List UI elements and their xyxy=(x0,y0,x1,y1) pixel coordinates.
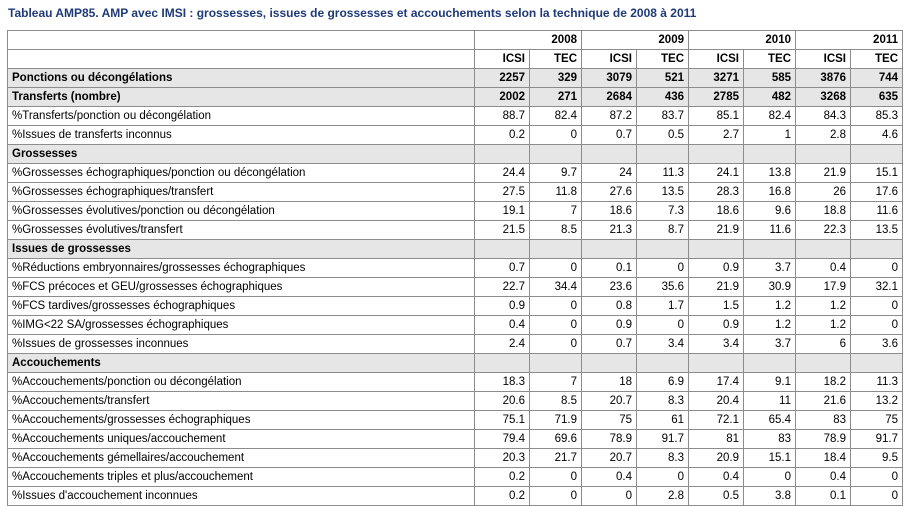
value-cell: 8.5 xyxy=(530,392,582,411)
table-row xyxy=(8,297,903,316)
table-row xyxy=(8,107,903,126)
value-cell: 0 xyxy=(851,468,903,487)
value-cell: 24.1 xyxy=(689,164,744,183)
value-cell: 3.4 xyxy=(689,335,744,354)
value-cell: 2002 xyxy=(475,88,530,107)
row-label: %Grossesses évolutives/transfert xyxy=(8,221,475,240)
value-cell: 3.7 xyxy=(744,259,796,278)
value-cell: 8.3 xyxy=(637,449,689,468)
value-cell: 7 xyxy=(530,373,582,392)
table-row xyxy=(8,183,903,202)
value-cell: 83 xyxy=(796,411,851,430)
value-cell: 11.8 xyxy=(530,183,582,202)
value-cell: 585 xyxy=(744,69,796,88)
value-cell: 21.9 xyxy=(689,221,744,240)
value-cell: 0 xyxy=(637,259,689,278)
empty-cell xyxy=(475,354,530,373)
table-title: Tableau AMP85. AMP avec IMSI : grossesses, issues de grossesses et accouchements selon la technique de 2008 à 2011 xyxy=(8,6,697,20)
value-cell: 3268 xyxy=(796,88,851,107)
table-row xyxy=(8,278,903,297)
value-cell: 482 xyxy=(744,88,796,107)
value-cell: 7.3 xyxy=(637,202,689,221)
technique-header: TEC xyxy=(530,50,582,69)
table-row xyxy=(8,69,903,88)
row-label: %Accouchements uniques/accouchement xyxy=(8,430,475,449)
empty-cell xyxy=(851,145,903,164)
row-label: %Grossesses évolutives/ponction ou décongélation xyxy=(8,202,475,221)
table-row xyxy=(8,335,903,354)
corner-cell xyxy=(8,50,475,69)
value-cell: 21.5 xyxy=(475,221,530,240)
value-cell: 75.1 xyxy=(475,411,530,430)
value-cell: 11.3 xyxy=(637,164,689,183)
row-label: %FCS tardives/grossesses échographiques xyxy=(8,297,475,316)
value-cell: 0 xyxy=(582,487,637,506)
value-cell: 0.7 xyxy=(475,259,530,278)
table-row xyxy=(8,259,903,278)
value-cell: 19.1 xyxy=(475,202,530,221)
value-cell: 8.7 xyxy=(637,221,689,240)
value-cell: 0 xyxy=(851,297,903,316)
value-cell: 83.7 xyxy=(637,107,689,126)
value-cell: 20.9 xyxy=(689,449,744,468)
empty-cell xyxy=(530,240,582,259)
value-cell: 0 xyxy=(637,316,689,335)
value-cell: 11.6 xyxy=(744,221,796,240)
value-cell: 0 xyxy=(851,487,903,506)
value-cell: 71.9 xyxy=(530,411,582,430)
value-cell: 11 xyxy=(744,392,796,411)
value-cell: 8.3 xyxy=(637,392,689,411)
technique-header: TEC xyxy=(637,50,689,69)
value-cell: 0 xyxy=(530,468,582,487)
value-cell: 0.4 xyxy=(796,259,851,278)
technique-header: ICSI xyxy=(582,50,637,69)
value-cell: 21.9 xyxy=(689,278,744,297)
value-cell: 0.2 xyxy=(475,126,530,145)
value-cell: 0 xyxy=(851,259,903,278)
value-cell: 2.7 xyxy=(689,126,744,145)
table-row xyxy=(8,487,903,506)
empty-cell xyxy=(582,240,637,259)
value-cell: 744 xyxy=(851,69,903,88)
value-cell: 32.1 xyxy=(851,278,903,297)
value-cell: 13.5 xyxy=(851,221,903,240)
value-cell: 16.8 xyxy=(744,183,796,202)
value-cell: 0.4 xyxy=(582,468,637,487)
table-row xyxy=(8,221,903,240)
value-cell: 26 xyxy=(796,183,851,202)
value-cell: 28.3 xyxy=(689,183,744,202)
value-cell: 4.6 xyxy=(851,126,903,145)
table-row xyxy=(8,468,903,487)
value-cell: 18.8 xyxy=(796,202,851,221)
value-cell: 9.5 xyxy=(851,449,903,468)
value-cell: 2.4 xyxy=(475,335,530,354)
value-cell: 3.4 xyxy=(637,335,689,354)
value-cell: 87.2 xyxy=(582,107,637,126)
value-cell: 1.5 xyxy=(689,297,744,316)
value-cell: 17.4 xyxy=(689,373,744,392)
data-table xyxy=(7,30,903,506)
technique-header-row xyxy=(8,50,903,69)
empty-cell xyxy=(637,145,689,164)
value-cell: 24 xyxy=(582,164,637,183)
value-cell: 1.7 xyxy=(637,297,689,316)
value-cell: 13.5 xyxy=(637,183,689,202)
value-cell: 0.4 xyxy=(475,316,530,335)
value-cell: 0 xyxy=(530,297,582,316)
value-cell: 6 xyxy=(796,335,851,354)
value-cell: 436 xyxy=(637,88,689,107)
empty-cell xyxy=(530,354,582,373)
row-label: %Issues de transferts inconnus xyxy=(8,126,475,145)
value-cell: 78.9 xyxy=(582,430,637,449)
value-cell: 85.1 xyxy=(689,107,744,126)
value-cell: 0 xyxy=(851,316,903,335)
value-cell: 0 xyxy=(744,468,796,487)
row-label: %IMG<22 SA/grossesses échographiques xyxy=(8,316,475,335)
value-cell: 2.8 xyxy=(796,126,851,145)
row-label: Ponctions ou décongélations xyxy=(8,69,475,88)
technique-header: ICSI xyxy=(796,50,851,69)
value-cell: 9.6 xyxy=(744,202,796,221)
empty-cell xyxy=(582,145,637,164)
value-cell: 61 xyxy=(637,411,689,430)
section-label: Grossesses xyxy=(8,145,475,164)
value-cell: 13.8 xyxy=(744,164,796,183)
value-cell: 0.9 xyxy=(689,316,744,335)
value-cell: 85.3 xyxy=(851,107,903,126)
year-header-row xyxy=(8,31,903,50)
value-cell: 30.9 xyxy=(744,278,796,297)
row-label: %Accouchements gémellaires/accouchement xyxy=(8,449,475,468)
year-header: 2010 xyxy=(689,31,796,50)
value-cell: 24.4 xyxy=(475,164,530,183)
empty-cell xyxy=(530,145,582,164)
value-cell: 81 xyxy=(689,430,744,449)
empty-cell xyxy=(744,354,796,373)
value-cell: 35.6 xyxy=(637,278,689,297)
row-label: %Grossesses échographiques/ponction ou décongélation xyxy=(8,164,475,183)
empty-cell xyxy=(689,354,744,373)
section-label: Issues de grossesses xyxy=(8,240,475,259)
value-cell: 27.6 xyxy=(582,183,637,202)
value-cell: 78.9 xyxy=(796,430,851,449)
value-cell: 34.4 xyxy=(530,278,582,297)
value-cell: 22.7 xyxy=(475,278,530,297)
value-cell: 0.9 xyxy=(689,259,744,278)
row-label: %Accouchements/grossesses échographiques xyxy=(8,411,475,430)
table-row xyxy=(8,126,903,145)
value-cell: 65.4 xyxy=(744,411,796,430)
value-cell: 3.7 xyxy=(744,335,796,354)
empty-cell xyxy=(475,240,530,259)
value-cell: 27.5 xyxy=(475,183,530,202)
value-cell: 0.7 xyxy=(582,335,637,354)
empty-cell xyxy=(851,354,903,373)
value-cell: 21.3 xyxy=(582,221,637,240)
table-row xyxy=(8,392,903,411)
value-cell: 0.1 xyxy=(796,487,851,506)
value-cell: 2.8 xyxy=(637,487,689,506)
row-label: %Issues d'accouchement inconnues xyxy=(8,487,475,506)
table-row xyxy=(8,449,903,468)
table-row xyxy=(8,202,903,221)
value-cell: 3079 xyxy=(582,69,637,88)
value-cell: 0 xyxy=(530,335,582,354)
value-cell: 83 xyxy=(744,430,796,449)
value-cell: 0.9 xyxy=(475,297,530,316)
empty-cell xyxy=(689,145,744,164)
row-label: %Accouchements triples et plus/accouchement xyxy=(8,468,475,487)
value-cell: 23.6 xyxy=(582,278,637,297)
empty-cell xyxy=(796,145,851,164)
row-label: %Accouchements/ponction ou décongélation xyxy=(8,373,475,392)
value-cell: 82.4 xyxy=(744,107,796,126)
value-cell: 6.9 xyxy=(637,373,689,392)
value-cell: 0.8 xyxy=(582,297,637,316)
empty-cell xyxy=(796,240,851,259)
row-label: %Grossesses échographiques/transfert xyxy=(8,183,475,202)
row-label: %Réductions embryonnaires/grossesses échographiques xyxy=(8,259,475,278)
value-cell: 18.2 xyxy=(796,373,851,392)
empty-cell xyxy=(796,354,851,373)
corner-cell xyxy=(8,31,475,50)
value-cell: 18.4 xyxy=(796,449,851,468)
section-header-row xyxy=(8,145,903,164)
value-cell: 7 xyxy=(530,202,582,221)
value-cell: 20.4 xyxy=(689,392,744,411)
value-cell: 3271 xyxy=(689,69,744,88)
value-cell: 271 xyxy=(530,88,582,107)
value-cell: 18 xyxy=(582,373,637,392)
section-header-row xyxy=(8,354,903,373)
value-cell: 21.7 xyxy=(530,449,582,468)
value-cell: 72.1 xyxy=(689,411,744,430)
empty-cell xyxy=(475,145,530,164)
value-cell: 0.5 xyxy=(637,126,689,145)
value-cell: 79.4 xyxy=(475,430,530,449)
value-cell: 1.2 xyxy=(796,297,851,316)
value-cell: 0 xyxy=(530,126,582,145)
value-cell: 0.2 xyxy=(475,468,530,487)
value-cell: 18.6 xyxy=(689,202,744,221)
value-cell: 0.4 xyxy=(689,468,744,487)
value-cell: 9.7 xyxy=(530,164,582,183)
value-cell: 17.9 xyxy=(796,278,851,297)
empty-cell xyxy=(744,145,796,164)
value-cell: 0.9 xyxy=(582,316,637,335)
empty-cell xyxy=(582,354,637,373)
value-cell: 635 xyxy=(851,88,903,107)
table-row xyxy=(8,164,903,183)
value-cell: 0 xyxy=(530,487,582,506)
table-row xyxy=(8,411,903,430)
empty-cell xyxy=(851,240,903,259)
row-label: Transferts (nombre) xyxy=(8,88,475,107)
value-cell: 82.4 xyxy=(530,107,582,126)
value-cell: 69.6 xyxy=(530,430,582,449)
row-label: %Transferts/ponction ou décongélation xyxy=(8,107,475,126)
value-cell: 75 xyxy=(582,411,637,430)
empty-cell xyxy=(689,240,744,259)
technique-header: ICSI xyxy=(475,50,530,69)
table-row xyxy=(8,316,903,335)
value-cell: 22.3 xyxy=(796,221,851,240)
value-cell: 84.3 xyxy=(796,107,851,126)
value-cell: 0.7 xyxy=(582,126,637,145)
value-cell: 9.1 xyxy=(744,373,796,392)
value-cell: 13.2 xyxy=(851,392,903,411)
empty-cell xyxy=(637,240,689,259)
value-cell: 20.7 xyxy=(582,392,637,411)
row-label: %FCS précoces et GEU/grossesses échographiques xyxy=(8,278,475,297)
value-cell: 1 xyxy=(744,126,796,145)
year-header: 2008 xyxy=(475,31,582,50)
value-cell: 0 xyxy=(530,316,582,335)
value-cell: 1.2 xyxy=(796,316,851,335)
value-cell: 0.1 xyxy=(582,259,637,278)
value-cell: 18.6 xyxy=(582,202,637,221)
value-cell: 521 xyxy=(637,69,689,88)
row-label: %Issues de grossesses inconnues xyxy=(8,335,475,354)
value-cell: 20.7 xyxy=(582,449,637,468)
value-cell: 2684 xyxy=(582,88,637,107)
value-cell: 0.2 xyxy=(475,487,530,506)
value-cell: 1.2 xyxy=(744,297,796,316)
value-cell: 0 xyxy=(530,259,582,278)
section-header-row xyxy=(8,240,903,259)
year-header: 2011 xyxy=(796,31,903,50)
value-cell: 11.6 xyxy=(851,202,903,221)
value-cell: 21.6 xyxy=(796,392,851,411)
value-cell: 11.3 xyxy=(851,373,903,392)
empty-cell xyxy=(637,354,689,373)
table-row xyxy=(8,88,903,107)
value-cell: 18.3 xyxy=(475,373,530,392)
value-cell: 329 xyxy=(530,69,582,88)
value-cell: 17.6 xyxy=(851,183,903,202)
value-cell: 20.6 xyxy=(475,392,530,411)
value-cell: 1.2 xyxy=(744,316,796,335)
value-cell: 3876 xyxy=(796,69,851,88)
technique-header: ICSI xyxy=(689,50,744,69)
value-cell: 3.6 xyxy=(851,335,903,354)
table-row xyxy=(8,373,903,392)
value-cell: 15.1 xyxy=(744,449,796,468)
empty-cell xyxy=(744,240,796,259)
row-label: %Accouchements/transfert xyxy=(8,392,475,411)
value-cell: 88.7 xyxy=(475,107,530,126)
value-cell: 21.9 xyxy=(796,164,851,183)
technique-header: TEC xyxy=(851,50,903,69)
table-row xyxy=(8,430,903,449)
value-cell: 91.7 xyxy=(851,430,903,449)
value-cell: 0.5 xyxy=(689,487,744,506)
value-cell: 3.8 xyxy=(744,487,796,506)
year-header: 2009 xyxy=(582,31,689,50)
value-cell: 2785 xyxy=(689,88,744,107)
value-cell: 8.5 xyxy=(530,221,582,240)
value-cell: 91.7 xyxy=(637,430,689,449)
section-label: Accouchements xyxy=(8,354,475,373)
technique-header: TEC xyxy=(744,50,796,69)
value-cell: 20.3 xyxy=(475,449,530,468)
value-cell: 0.4 xyxy=(796,468,851,487)
value-cell: 2257 xyxy=(475,69,530,88)
value-cell: 0 xyxy=(637,468,689,487)
value-cell: 75 xyxy=(851,411,903,430)
value-cell: 15.1 xyxy=(851,164,903,183)
